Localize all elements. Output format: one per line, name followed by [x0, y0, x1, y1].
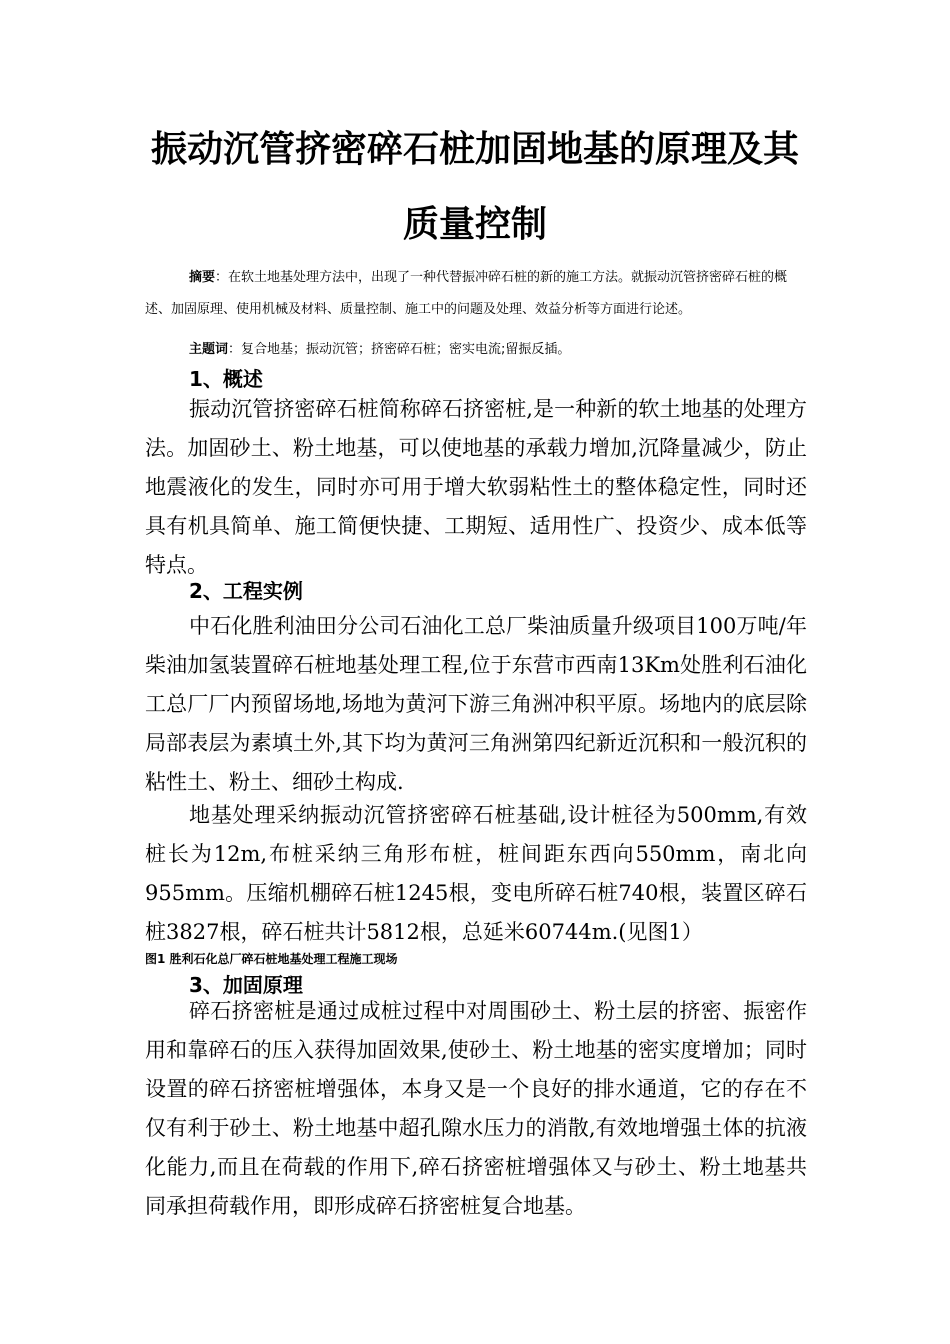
keywords-label: 主题词	[189, 342, 229, 357]
keywords-text: ：复合地基；振动沉管；挤密碎石桩；密实电流;留振反插。	[228, 342, 571, 357]
section-project-paragraph-1: 中石化胜利油田分公司石油化工总厂柴油质量升级项目100万吨/年柴油加氢装置碎石桩地基处理工程,位于东营市西南13Km处胜利石油化工总厂厂内预留场地,场地为黄河下游三角洲冲积平原。场地内的底层除局部表层为素填土外,其下均为黄河三角洲第四纪新近沉积和一般沉积的粘性土、粉土、细砂土构成.	[145, 614, 807, 794]
figure-caption: 图1 胜利石化总厂碎石桩地基处理工程施工现场	[145, 952, 398, 966]
section-overview-paragraph: 振动沉管挤密碎石桩简称碎石挤密桩,是一种新的软土地基的处理方法。加固砂土、粉土地基，可以使地基的承载力增加,沉降量减少，防止地震液化的发生，同时亦可用于增大软弱粘性土的整体稳定性，同时还具有机具简单、施工简便快捷、工期短、适用性广、投资少、成本低等特点。	[145, 397, 807, 577]
section-principle-paragraph: 碎石挤密桩是通过成桩过程中对周围砂土、粉土层的挤密、振密作用和靠碎石的压入获得加固效果,使砂土、粉土地基的密实度增加；同时设置的碎石挤密桩增强体，本身又是一个良好的排水通道，它的存在不仅有利于砂土、粉土地基中超孔隙水压力的消散,有效地增强土体的抗液化能力,而且在荷载的作用下,碎石挤密桩增强体又与砂土、粉土地基共同承担荷载作用，即形成碎石挤密桩复合地基。	[145, 999, 807, 1218]
section-heading-project-example: 2、工程实例	[189, 579, 303, 603]
abstract-label: 摘要	[189, 270, 216, 285]
abstract-text: ：在软土地基处理方法中，出现了一种代替振冲碎石桩的新的施工方法。就振动沉管挤密碎石桩的概述、加固原理、使用机械及材料、质量控制、施工中的问题及处理、效益分析等方面进行论述。	[145, 270, 788, 317]
section-heading-overview: 1、概述	[189, 367, 263, 391]
abstract	[145, 262, 810, 326]
keywords	[145, 334, 810, 366]
section-project-paragraph-2: 地基处理采纳振动沉管挤密碎石桩基础,设计桩径为500mm,有效桩长为12m,布桩采纳三角形布桩，桩间距东西向550mm，南北向955mm。压缩机棚碎石桩1245根，变电所碎石桩740根，装置区碎石桩3827根，碎石桩共计5812根，总延米60744m.(见图1）	[145, 803, 807, 944]
document-title-line-2: 质量控制	[402, 204, 547, 245]
section-heading-principle: 3、加固原理	[189, 973, 303, 997]
document-title-line-1: 振动沉管挤密碎石桩加固地基的原理及其	[150, 129, 799, 170]
